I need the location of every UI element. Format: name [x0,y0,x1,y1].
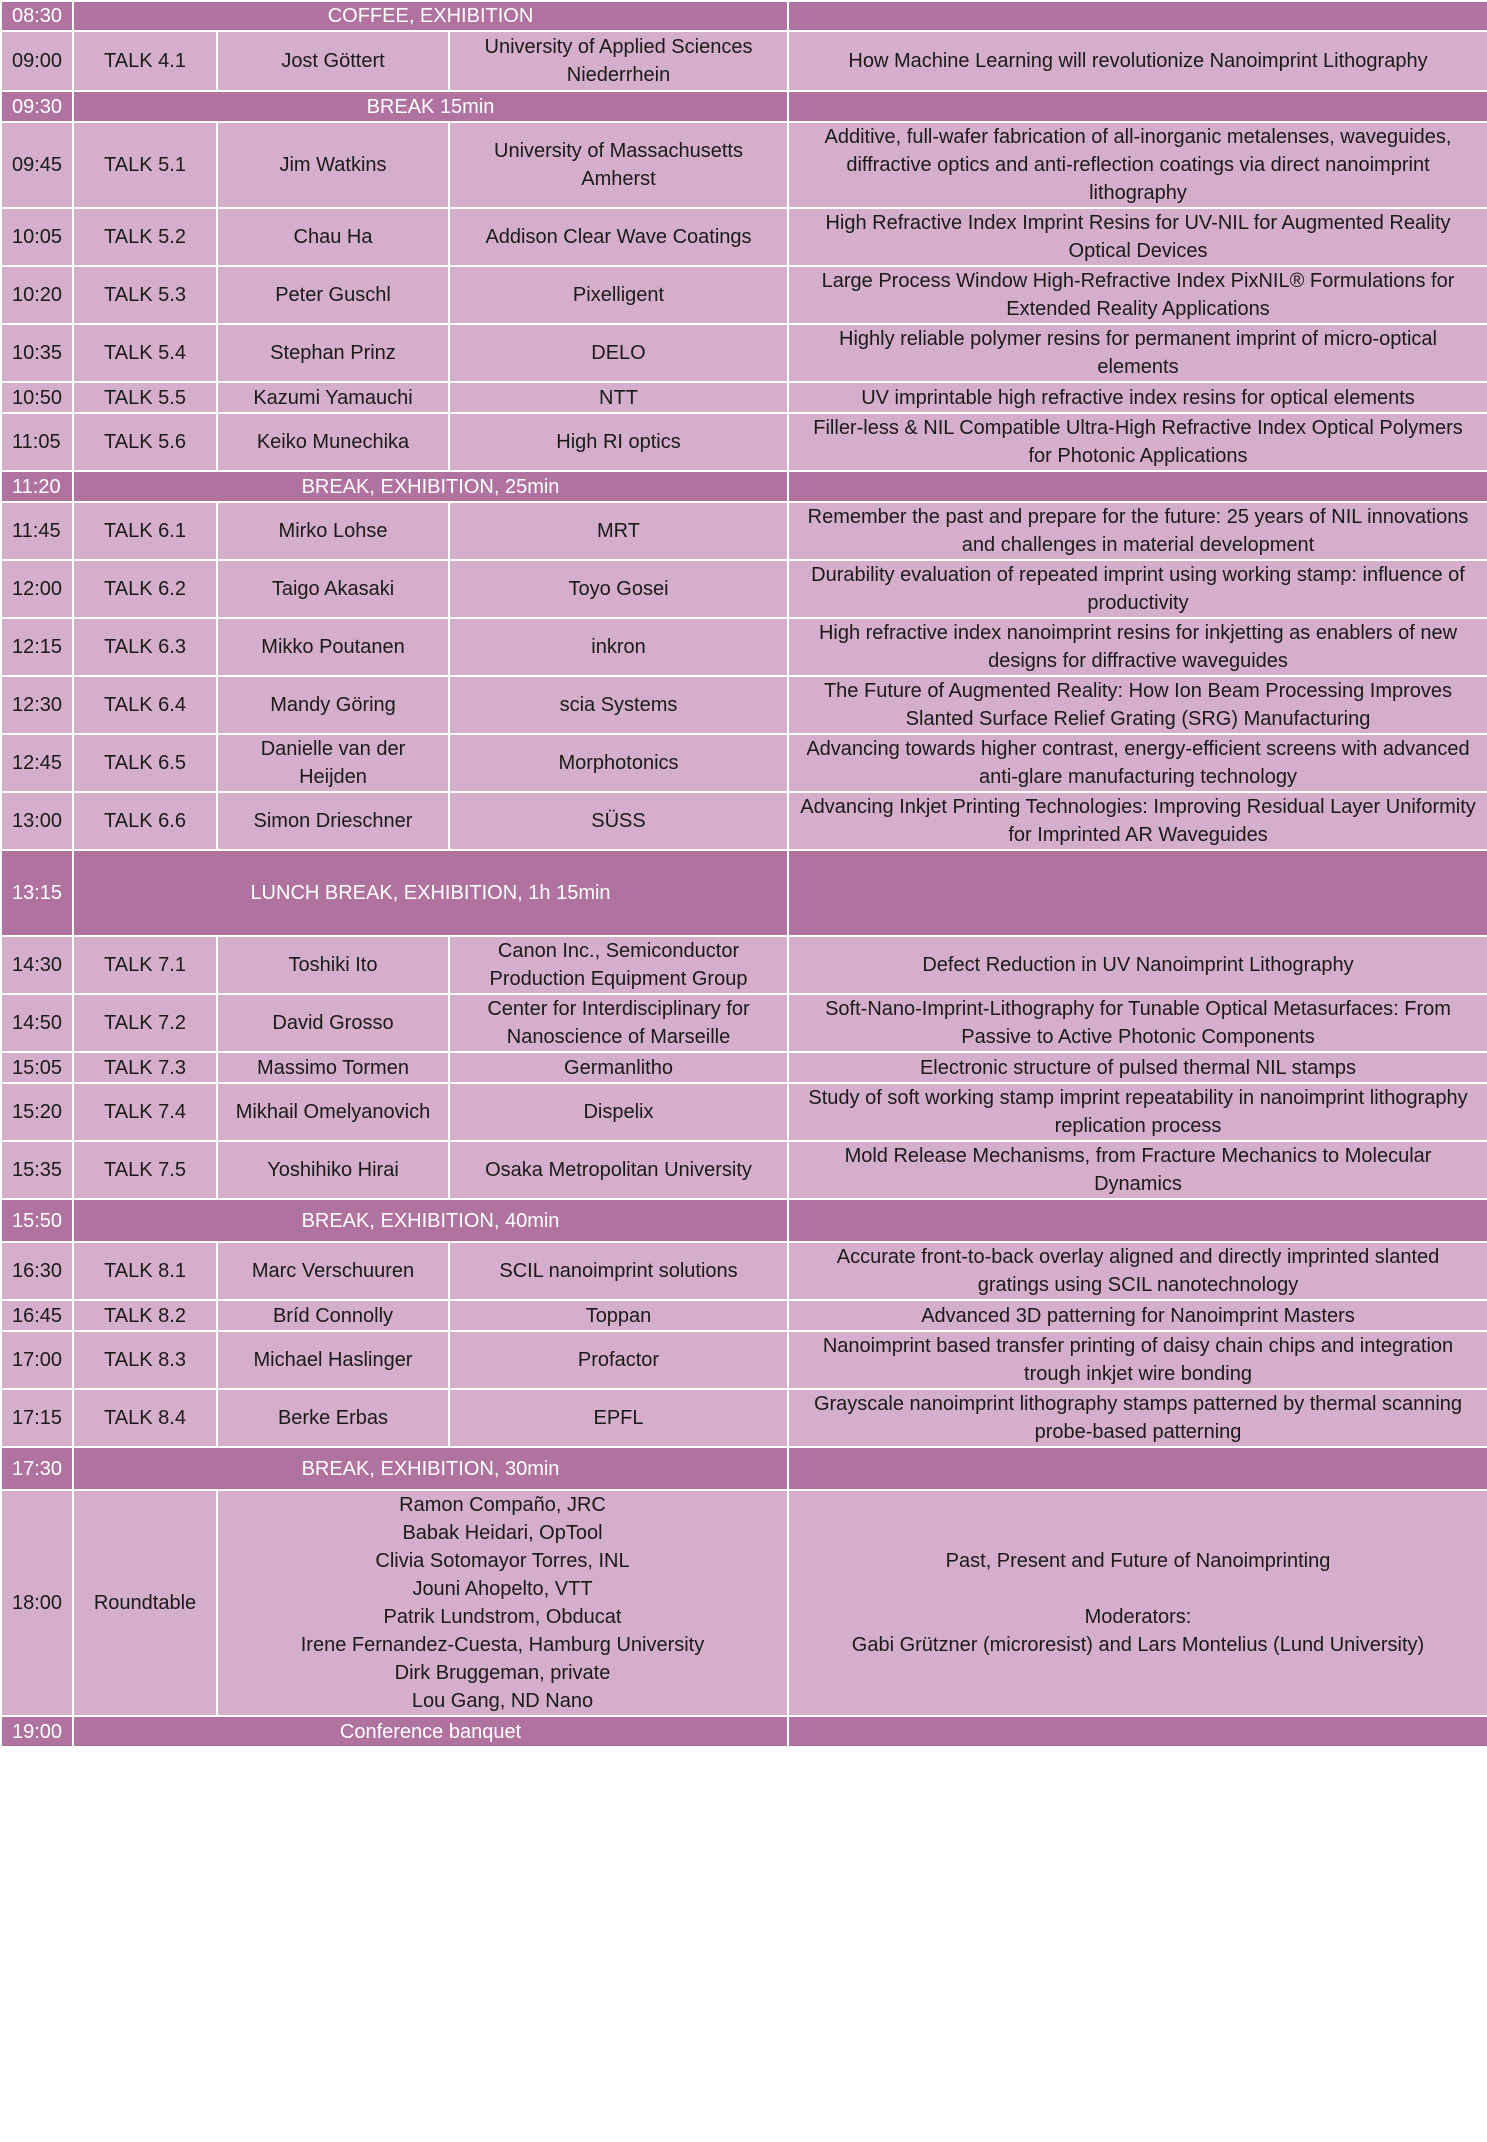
affiliation-cell: scia Systems [449,676,788,734]
time-cell: 10:20 [1,266,73,324]
talk-id-cell: TALK 8.4 [73,1389,217,1447]
talk-title-cell: Mold Release Mechanisms, from Fracture Mechanics to Molecular Dynamics [788,1141,1487,1199]
break-row [1,1447,1487,1490]
talk-id-cell: TALK 5.1 [73,122,217,208]
break-row [1,1716,1487,1747]
time-cell: 09:30 [1,91,73,122]
affiliation-cell: Profactor [449,1331,788,1389]
speaker-cell: Jim Watkins [217,122,449,208]
affiliation-cell: Toppan [449,1300,788,1331]
talk-id-cell: TALK 6.1 [73,502,217,560]
time-cell: 10:05 [1,208,73,266]
break-row [1,1,1487,31]
talk-id-cell: TALK 6.2 [73,560,217,618]
time-cell: 11:05 [1,413,73,471]
talk-id-cell: TALK 8.1 [73,1242,217,1300]
time-cell: 12:00 [1,560,73,618]
affiliation-cell: University of Applied Sciences Niederrhein [449,31,788,91]
talk-id-cell: TALK 7.2 [73,994,217,1052]
time-cell: 16:30 [1,1242,73,1300]
talk-title-cell: Defect Reduction in UV Nanoimprint Lithography [788,936,1487,994]
affiliation-cell: Germanlitho [449,1052,788,1083]
break-row [1,471,1487,502]
talk-title-cell: Electronic structure of pulsed thermal NIL stamps [788,1052,1487,1083]
time-cell: 10:50 [1,382,73,413]
talk-id-cell: TALK 5.2 [73,208,217,266]
panelists-cell: Ramon Compaño, JRC Babak Heidari, OpTool Clivia Sotomayor Torres, INL Jouni Ahopelto, VTT Patrik Lundstrom, Obducat Irene Fernandez-Cuesta, Hamburg University Dirk Bruggeman, private Lou Gang, ND Nano [217,1490,788,1716]
talk-row [1,560,1487,618]
talk-row [1,382,1487,413]
speaker-cell: David Grosso [217,994,449,1052]
break-right-cell [788,1447,1487,1490]
talk-title-cell: UV imprintable high refractive index resins for optical elements [788,382,1487,413]
affiliation-cell: High RI optics [449,413,788,471]
time-cell: 13:00 [1,792,73,850]
time-cell: 17:00 [1,1331,73,1389]
talk-id-cell: TALK 4.1 [73,31,217,91]
speaker-cell: Taigo Akasaki [217,560,449,618]
speaker-cell: Yoshihiko Hirai [217,1141,449,1199]
talk-title-cell: Advanced 3D patterning for Nanoimprint Masters [788,1300,1487,1331]
break-row [1,1199,1487,1242]
speaker-cell: Mandy Göring [217,676,449,734]
talk-row [1,208,1487,266]
talk-id-cell: TALK 7.5 [73,1141,217,1199]
affiliation-cell: MRT [449,502,788,560]
talk-row [1,1083,1487,1141]
talk-row [1,1141,1487,1199]
talk-id-cell: TALK 5.6 [73,413,217,471]
talk-title-cell: High Refractive Index Imprint Resins for UV-NIL for Augmented Reality Optical Devices [788,208,1487,266]
speaker-cell: Mikhail Omelyanovich [217,1083,449,1141]
speaker-cell: Mirko Lohse [217,502,449,560]
talk-row [1,676,1487,734]
affiliation-cell: SCIL nanoimprint solutions [449,1242,788,1300]
talk-title-cell: The Future of Augmented Reality: How Ion Beam Processing Improves Slanted Surface Relief Grating (SRG) Manufacturing [788,676,1487,734]
break-right-cell [788,1,1487,31]
session-cell: Roundtable [73,1490,217,1716]
talk-id-cell: TALK 8.3 [73,1331,217,1389]
schedule-body [1,1,1487,1747]
affiliation-cell: Morphotonics [449,734,788,792]
time-cell: 19:00 [1,1716,73,1747]
talk-id-cell: TALK 5.3 [73,266,217,324]
talk-title-cell: Filler-less & NIL Compatible Ultra-High Refractive Index Optical Polymers for Photonic Applications [788,413,1487,471]
talk-id-cell: TALK 7.1 [73,936,217,994]
speaker-cell: Simon Drieschner [217,792,449,850]
affiliation-cell: University of Massachusetts Amherst [449,122,788,208]
talk-title-cell: Large Process Window High-Refractive Index PixNIL® Formulations for Extended Reality Applications [788,266,1487,324]
talk-row [1,266,1487,324]
speaker-cell: Berke Erbas [217,1389,449,1447]
affiliation-cell: inkron [449,618,788,676]
speaker-cell: Bríd Connolly [217,1300,449,1331]
talk-title-cell: Accurate front-to-back overlay aligned and directly imprinted slanted gratings using SCIL nanotechnology [788,1242,1487,1300]
time-cell: 11:45 [1,502,73,560]
break-right-cell [788,1199,1487,1242]
talk-title-cell: Additive, full-wafer fabrication of all-inorganic metalenses, waveguides, diffractive optics and anti-reflection coatings via direct nanoimprint lithography [788,122,1487,208]
break-right-cell [788,1716,1487,1747]
talk-row [1,122,1487,208]
break-label: LUNCH BREAK, EXHIBITION, 1h 15min [73,850,788,936]
speaker-cell: Chau Ha [217,208,449,266]
talk-id-cell: TALK 7.3 [73,1052,217,1083]
break-right-cell [788,850,1487,936]
break-label: BREAK, EXHIBITION, 25min [73,471,788,502]
talk-row [1,413,1487,471]
speaker-cell: Stephan Prinz [217,324,449,382]
time-cell: 09:45 [1,122,73,208]
time-cell: 17:15 [1,1389,73,1447]
talk-row [1,502,1487,560]
talk-row [1,324,1487,382]
roundtable-row [1,1490,1487,1716]
time-cell: 12:30 [1,676,73,734]
time-cell: 17:30 [1,1447,73,1490]
talk-title-cell: Remember the past and prepare for the future: 25 years of NIL innovations and challenges in material development [788,502,1487,560]
time-cell: 09:00 [1,31,73,91]
affiliation-cell: Center for Interdisciplinary for Nanoscience of Marseille [449,994,788,1052]
break-label: BREAK, EXHIBITION, 30min [73,1447,788,1490]
talk-row [1,618,1487,676]
break-label: BREAK, EXHIBITION, 40min [73,1199,788,1242]
time-cell: 13:15 [1,850,73,936]
talk-row [1,1331,1487,1389]
talk-row [1,994,1487,1052]
talk-row [1,1242,1487,1300]
talk-row [1,31,1487,91]
affiliation-cell: NTT [449,382,788,413]
speaker-cell: Massimo Tormen [217,1052,449,1083]
talk-row [1,936,1487,994]
break-row [1,850,1487,936]
affiliation-cell: DELO [449,324,788,382]
time-cell: 08:30 [1,1,73,31]
time-cell: 14:30 [1,936,73,994]
time-cell: 12:15 [1,618,73,676]
break-label: Conference banquet [73,1716,788,1747]
time-cell: 15:35 [1,1141,73,1199]
time-cell: 18:00 [1,1490,73,1716]
time-cell: 14:50 [1,994,73,1052]
affiliation-cell: Osaka Metropolitan University [449,1141,788,1199]
time-cell: 15:05 [1,1052,73,1083]
break-row [1,91,1487,122]
talk-title-cell: Highly reliable polymer resins for permanent imprint of micro-optical elements [788,324,1487,382]
affiliation-cell: Toyo Gosei [449,560,788,618]
talk-row [1,734,1487,792]
talk-row [1,1300,1487,1331]
speaker-cell: Toshiki Ito [217,936,449,994]
break-label: BREAK 15min [73,91,788,122]
talk-row [1,1389,1487,1447]
talk-id-cell: TALK 6.5 [73,734,217,792]
affiliation-cell: SÜSS [449,792,788,850]
talk-id-cell: TALK 6.3 [73,618,217,676]
talk-title-cell: Study of soft working stamp imprint repeatability in nanoimprint lithography replication process [788,1083,1487,1141]
time-cell: 16:45 [1,1300,73,1331]
affiliation-cell: EPFL [449,1389,788,1447]
speaker-cell: Kazumi Yamauchi [217,382,449,413]
talk-id-cell: TALK 6.6 [73,792,217,850]
talk-id-cell: TALK 8.2 [73,1300,217,1331]
talk-title-cell: Soft-Nano-Imprint-Lithography for Tunable Optical Metasurfaces: From Passive to Active Photonic Components [788,994,1487,1052]
talk-title-cell: How Machine Learning will revolutionize Nanoimprint Lithography [788,31,1487,91]
talk-row [1,1052,1487,1083]
speaker-cell: Michael Haslinger [217,1331,449,1389]
affiliation-cell: Addison Clear Wave Coatings [449,208,788,266]
speaker-cell: Peter Guschl [217,266,449,324]
speaker-cell: Jost Göttert [217,31,449,91]
talk-title-cell: Nanoimprint based transfer printing of daisy chain chips and integration trough inkjet wire bonding [788,1331,1487,1389]
talk-title-cell: Grayscale nanoimprint lithography stamps patterned by thermal scanning probe-based patterning [788,1389,1487,1447]
time-cell: 12:45 [1,734,73,792]
talk-title-cell: Durability evaluation of repeated imprint using working stamp: influence of productivity [788,560,1487,618]
time-cell: 11:20 [1,471,73,502]
talk-title-cell: High refractive index nanoimprint resins for inkjetting as enablers of new designs for diffractive waveguides [788,618,1487,676]
speaker-cell: Mikko Poutanen [217,618,449,676]
break-label: COFFEE, EXHIBITION [73,1,788,31]
time-cell: 10:35 [1,324,73,382]
break-right-cell [788,471,1487,502]
talk-id-cell: TALK 6.4 [73,676,217,734]
talk-title-cell: Advancing Inkjet Printing Technologies: Improving Residual Layer Uniformity for Imprinted AR Waveguides [788,792,1487,850]
time-cell: 15:50 [1,1199,73,1242]
talk-title-cell: Advancing towards higher contrast, energy-efficient screens with advanced anti-glare manufacturing technology [788,734,1487,792]
affiliation-cell: Canon Inc., Semiconductor Production Equipment Group [449,936,788,994]
time-cell: 15:20 [1,1083,73,1141]
speaker-cell: Marc Verschuuren [217,1242,449,1300]
roundtable-title-cell: Past, Present and Future of Nanoimprinting Moderators: Gabi Grützner (microresist) and Lars Montelius (Lund University) [788,1490,1487,1716]
speaker-cell: Keiko Munechika [217,413,449,471]
talk-row [1,792,1487,850]
affiliation-cell: Pixelligent [449,266,788,324]
speaker-cell: Danielle van der Heijden [217,734,449,792]
talk-id-cell: TALK 5.5 [73,382,217,413]
talk-id-cell: TALK 7.4 [73,1083,217,1141]
talk-id-cell: TALK 5.4 [73,324,217,382]
break-right-cell [788,91,1487,122]
affiliation-cell: Dispelix [449,1083,788,1141]
